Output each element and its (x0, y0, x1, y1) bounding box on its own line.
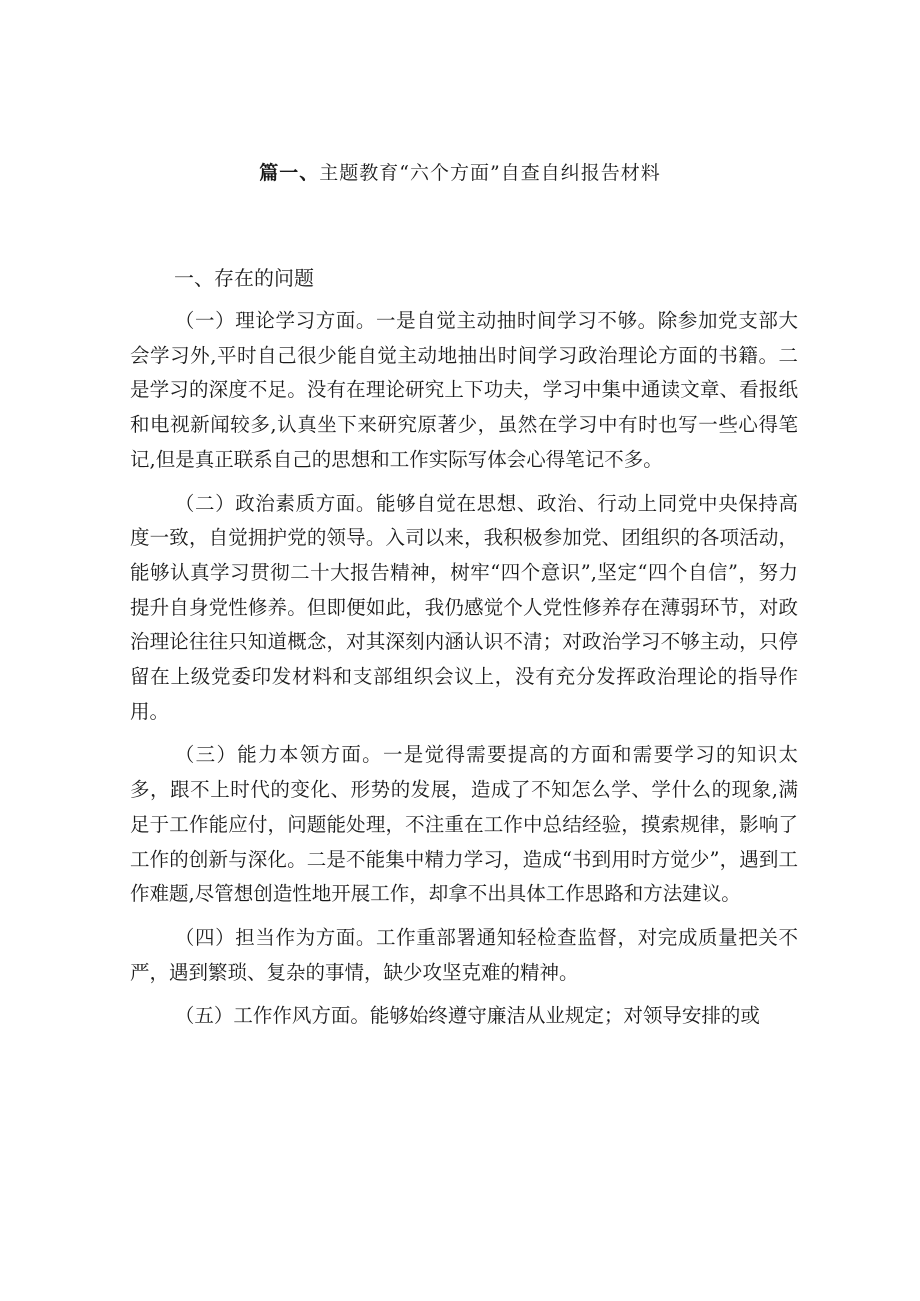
section-heading: 一、存在的问题 (174, 266, 314, 290)
paragraph-political-quality: （二）政治素质方面。能够自觉在思想、政治、行动上同党中央保持高度一致，自觉拥护党的领导。入司以来，我积极参加党、团组织的各项活动，能够认真学习贯彻二十大报告精神，树牢“四个意识”,坚定“四个自信”，努力提升自身党性修养。但即便如此，我仍感觉个人党性修养存在薄弱环节，对政治理论往往只知道概念，对其深刻内涵认识不清；对政治学习不够主动，只停留在上级党委印发材料和支部组织会议上，没有充分发挥政治理论的指导作用。 (130, 491, 798, 723)
paragraph-work-style: （五）工作作风方面。能够始终遵守廉洁从业规定；对领导安排的或 (174, 1004, 760, 1028)
paragraph-responsibility: （四）担当作为方面。工作重部署通知轻检查监督，对完成质量把关不严，遇到繁琐、复杂的事情，缺少攻坚克难的精神。 (130, 925, 798, 984)
document-title (0, 158, 920, 185)
paragraph-theory-study: （一）理论学习方面。一是自觉主动抽时间学习不够。除参加党支部大会学习外,平时自己很少能自觉主动地抽出时间学习政治理论方面的书籍。二是学习的深度不足。没有在理论研究上下功夫，学习中集中通读文章、看报纸和电视新闻较多,认真坐下来研究原著少，虽然在学习中有时也写一些心得笔记,但是真正联系自己的思想和工作实际写体会心得笔记不多。 (130, 309, 798, 471)
title-prefix: 篇一、 (259, 162, 320, 184)
paragraph-ability: （三）能力本领方面。一是觉得需要提高的方面和需要学习的知识太多，跟不上时代的变化、形势的发展，造成了不知怎么学、学什么的现象,满足于工作能应付，问题能处理，不注重在工作中总结经验，摸索规律，影响了工作的创新与深化。二是不能集中精力学习，造成“书到用时方觉少”，遇到工作难题,尽管想创造性地开展工作，却拿不出具体工作思路和方法建议。 (130, 743, 798, 906)
body-text (130, 304, 798, 1034)
title-main: 主题教育“六个方面”自查自纠报告材料 (319, 162, 661, 184)
